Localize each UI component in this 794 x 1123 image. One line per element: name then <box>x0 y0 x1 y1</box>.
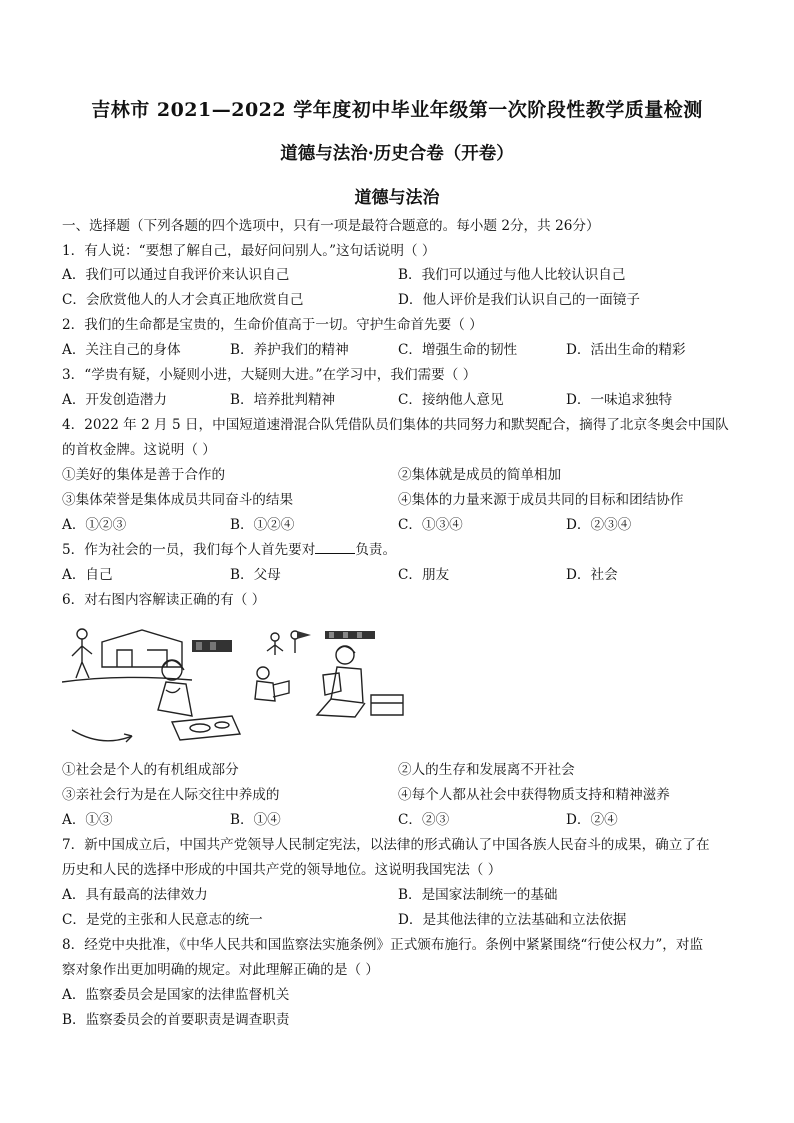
q8-stem-line1: 8．经党中央批准，《中华人民共和国监察法实施条例》正式颁布施行。条例中紧紧围绕“行使公权力”，对监 <box>62 937 704 953</box>
q1-option-b: B．我们可以通过与他人比较认识自己 <box>398 267 626 283</box>
q6-option-b: B．①④ <box>230 812 281 828</box>
q7-option-c: C．是党的主张和人民意志的统一 <box>62 912 263 928</box>
q4-option-a: A．①②③ <box>62 517 127 533</box>
q5-option-d: D．社会 <box>566 567 618 583</box>
q5-option-b: B．父母 <box>230 567 281 583</box>
q4-statement-4: ④集体的力量来源于成员共同的目标和团结协作 <box>398 492 684 508</box>
q2-option-b: B．养护我们的精神 <box>230 342 349 358</box>
exam-subtitle: 道德与法治·历史合卷（开卷） <box>280 144 514 164</box>
q5-option-a: A．自己 <box>62 567 113 583</box>
q7-option-d: D．是其他法律的立法基础和立法依据 <box>398 912 627 928</box>
q8-option-a: A．监察委员会是国家的法律监督机关 <box>62 987 290 1003</box>
q4-option-b: B．①②④ <box>230 517 295 533</box>
q6-statement-2: ②人的生存和发展离不开社会 <box>398 762 575 778</box>
q8-stem-line2: 察对象作出更加明确的规定。对此理解正确的是（ ） <box>62 962 379 978</box>
q6-stem: 6．对右图内容解读正确的有（ ） <box>62 592 266 608</box>
answer-blank <box>315 541 355 554</box>
section-instruction: 一、选择题（下列各题的四个选项中，只有一项是最符合题意的。每小题 2分，共 26分） <box>62 218 600 234</box>
q5-option-c: C．朋友 <box>398 567 450 583</box>
exam-title: 吉林市 2021—2022 学年度初中毕业年级第一次阶段性教学质量检测 <box>91 99 703 121</box>
q5-stem-pre: 5．作为社会的一员，我们每个人首先要对 <box>62 542 316 558</box>
q6-illustration-right <box>245 625 415 725</box>
q3-stem: 3．“学贵有疑，小疑则小进，大疑则大进。”在学习中，我们需要（ ） <box>62 367 477 383</box>
q4-stem-line2: 的首枚金牌。这说明（ ） <box>62 442 216 458</box>
q2-option-d: D．活出生命的精彩 <box>566 342 686 358</box>
q8-option-b: B．监察委员会的首要职责是调查职责 <box>62 1012 290 1028</box>
q3-option-d: D．一味追求独特 <box>566 392 673 408</box>
q1-option-a: A．我们可以通过自我评价来认识自己 <box>62 267 290 283</box>
q5-stem <box>62 541 396 559</box>
q6-option-c: C．②③ <box>398 812 450 828</box>
q3-option-a: A．开发创造潜力 <box>62 392 167 408</box>
q1-option-c: C．会欣赏他人的人才会真正地欣赏自己 <box>62 292 304 308</box>
q6-statement-3: ③亲社会行为是在人际交往中养成的 <box>62 787 280 803</box>
q4-stem-line1: 4．2022 年 2 月 5 日，中国短道速滑混合队凭借队员们集体的共同努力和默契配合，摘得了北京冬奥会中国队 <box>62 417 729 433</box>
q7-stem-line1: 7．新中国成立后，中国共产党领导人民制定宪法，以法律的形式确认了中国各族人民奋斗的成果，确立了在 <box>62 837 710 853</box>
q4-statement-3: ③集体荣誉是集体成员共同奋斗的结果 <box>62 492 294 508</box>
q3-option-c: C．接纳他人意见 <box>398 392 504 408</box>
q4-statement-2: ②集体就是成员的简单相加 <box>398 467 562 483</box>
q4-option-c: C．①③④ <box>398 517 463 533</box>
q3-option-b: B．培养批判精神 <box>230 392 336 408</box>
q2-option-a: A．关注自己的身体 <box>62 342 181 358</box>
q6-illustration-left <box>62 612 252 752</box>
q6-option-d: D．②④ <box>566 812 618 828</box>
q7-option-a: A．具有最高的法律效力 <box>62 887 208 903</box>
q7-option-b: B．是国家法制统一的基础 <box>398 887 558 903</box>
q1-option-d: D．他人评价是我们认识自己的一面镜子 <box>398 292 640 308</box>
q6-statement-1: ①社会是个人的有机组成部分 <box>62 762 239 778</box>
q2-option-c: C．增强生命的韧性 <box>398 342 518 358</box>
q7-stem-line2: 历史和人民的选择中形成的中国共产党的领导地位。这说明我国宪法（ ） <box>62 862 502 878</box>
q6-option-a: A．①③ <box>62 812 113 828</box>
section-title: 道德与法治 <box>354 188 440 208</box>
q4-statement-1: ①美好的集体是善于合作的 <box>62 467 226 483</box>
q6-statement-4: ④每个人都从社会中获得物质支持和精神滋养 <box>398 787 670 803</box>
q4-option-d: D．②③④ <box>566 517 632 533</box>
q1-stem: 1．有人说：“要想了解自己，最好问问别人。”这句话说明（ ） <box>62 243 436 259</box>
q2-stem: 2．我们的生命都是宝贵的，生命价值高于一切。守护生命首先要（ ） <box>62 317 483 333</box>
q5-stem-post: 负责。 <box>355 542 397 558</box>
